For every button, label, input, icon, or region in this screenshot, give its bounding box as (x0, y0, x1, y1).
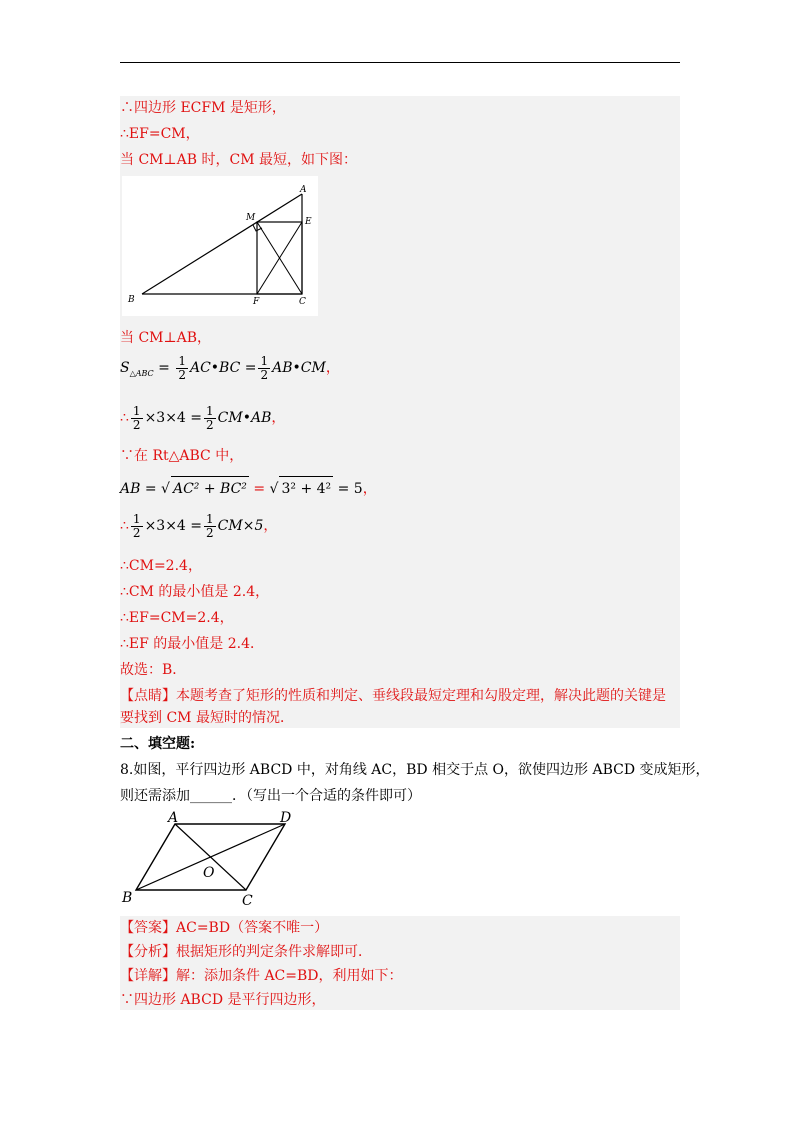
math-term: △ABC (129, 369, 154, 378)
text-line: ∴EF=CM， (120, 126, 200, 142)
label-c: C (299, 297, 306, 307)
math-term: AC² + BC² (171, 476, 249, 501)
fraction-half: $\frac{1}{2}$ (132, 511, 141, 540)
fraction-half: $\frac{1}{2}$ (206, 403, 214, 432)
math-term: AC•BC = (189, 360, 257, 376)
text-line: 要找到 CM 最短时的情况． (120, 710, 294, 726)
fraction-half: $\frac{1}{2}$ (178, 353, 186, 382)
label-c: C (242, 893, 253, 908)
text-line: ∴CM=2.4， (120, 558, 202, 574)
answer-line: ∵四边形 ABCD 是平行四边形， (120, 992, 326, 1008)
text-line: ∵在 Rt△ABC 中， (120, 448, 244, 464)
label-a: A (300, 185, 307, 195)
figure-parallelogram (118, 808, 298, 908)
fraction-half: $\frac{1}{2}$ (206, 511, 214, 540)
text-line: ∴EF=CM=2.4， (120, 610, 234, 626)
text-line: 当 CM⊥AB 时，CM 最短，如下图： (120, 152, 358, 168)
formula-pythagoras: AB = √ AC² + BC² = √ 3² + 4² = 5， (120, 476, 377, 501)
text-line: 【点睛】本题考查了矩形的性质和判定、垂线段最短定理和勾股定理，解决此题的关键是 (120, 688, 666, 704)
math-term: ×3×4 = (144, 518, 203, 534)
text-line: ∴EF 的最小值是 2.4． (120, 636, 265, 652)
math-term: AB = (120, 481, 157, 497)
math-term: ×3×4 = (144, 410, 203, 426)
label-f: F (253, 297, 260, 307)
formula-area: $S_{\triangle ABC}$ = $\frac{1}{2}$ AC•BC = $\frac{1}{2}$ AB•CM， (120, 353, 340, 382)
text-line: 当 CM⊥AB， (120, 330, 212, 346)
fraction-half: $\frac{1}{2}$ (132, 403, 141, 432)
label-b: B (122, 890, 133, 906)
math-term: CM•AB (217, 410, 272, 426)
label-e: E (305, 217, 312, 227)
answer-line: 【详解】解：添加条件 AC=BD，利用如下： (120, 968, 403, 984)
label-m: M (246, 213, 256, 223)
label-b: B (128, 295, 135, 305)
section-heading: 二、填空题: (120, 736, 196, 752)
formula-line: ∴ $\frac{1}{2}$ ×3×4 = $\frac{1}{2}$ CM×5， (120, 511, 278, 540)
math-term: S (120, 360, 130, 376)
figure-triangle (122, 176, 318, 316)
text-line: ∴CM 的最小值是 2.4， (120, 584, 270, 600)
fraction-half: $\frac{1}{2}$ (260, 353, 269, 382)
answer-line: 【分析】根据矩形的判定条件求解即可． (120, 944, 372, 960)
label-a: A (168, 810, 179, 826)
header-rule (120, 62, 680, 63)
text-line: 故选：B． (120, 662, 187, 678)
math-term: 3² + 4² (279, 476, 333, 501)
label-d: D (280, 810, 292, 826)
question-text: 则还需添加______．（写出一个合适的条件即可） (120, 788, 421, 804)
text-line: ∴四边形 ECFM 是矩形， (120, 100, 286, 116)
answer-line: 【答案】AC=BD（答案不唯一） (120, 920, 329, 936)
math-term: AB•CM (272, 360, 326, 376)
math-term: CM×5 (217, 518, 264, 534)
label-o: O (203, 865, 215, 881)
formula-line: ∴ $\frac{1}{2}$ ×3×4 = $\frac{1}{2}$ CM•AB， (120, 403, 286, 432)
question-text: 8.如图，平行四边形 ABCD 中，对角线 AC，BD 相交于点 O，欲使四边形 ABCD 变成矩形， (120, 762, 710, 778)
